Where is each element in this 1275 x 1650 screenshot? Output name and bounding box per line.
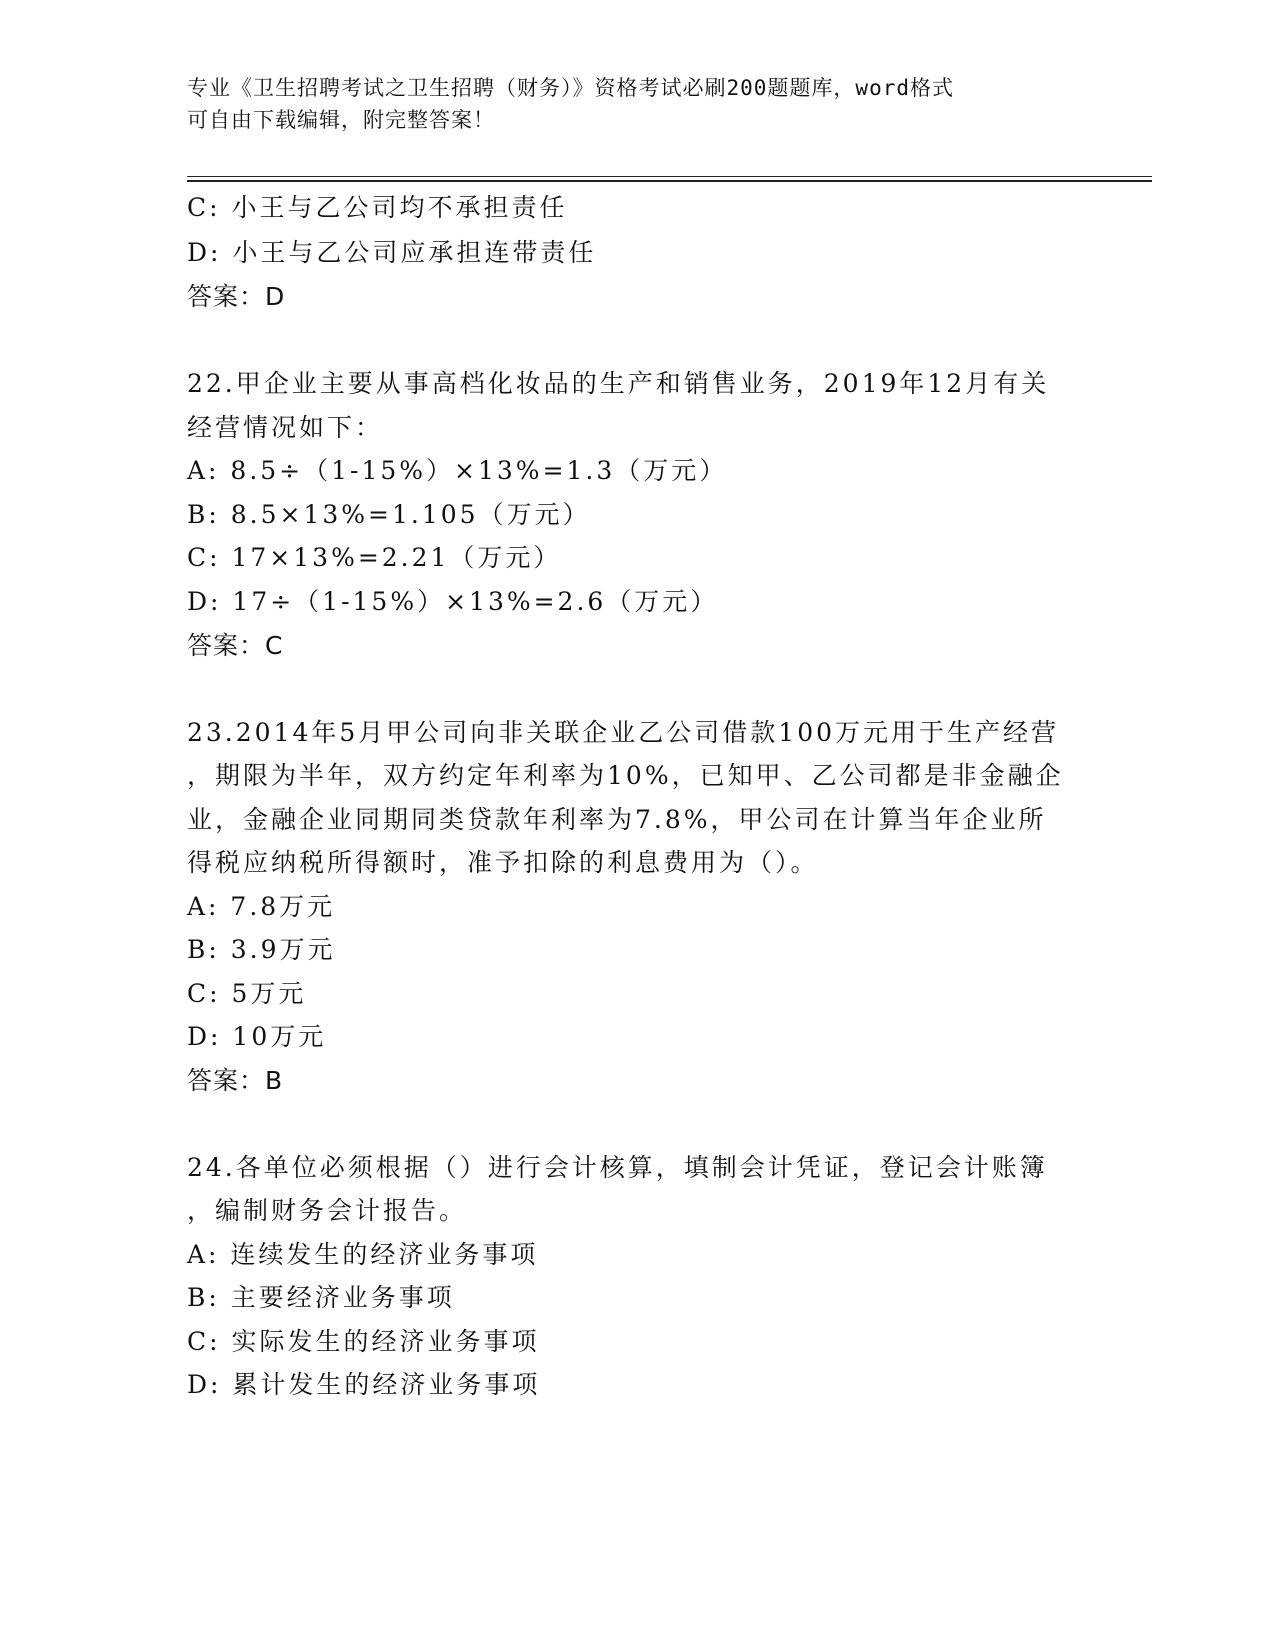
q22-stem-line-2: 经营情况如下： <box>187 413 384 442</box>
q24-stem-line-2: ，编制财务会计报告。 <box>187 1196 468 1225</box>
q24-option-a: A: 连续发生的经济业务事项 <box>187 1240 539 1269</box>
document-header <box>187 72 1087 136</box>
q22-option-b: B: 8.5×13%=1.105（万元） <box>187 500 591 529</box>
q23-stem-line-1: 23.2014年5月甲公司向非关联企业乙公司借款100万元用于生产经营 <box>187 718 1060 747</box>
q23-stem-line-3: 业，金融企业同期同类贷款年利率为7.8%，甲公司在计算当年企业所 <box>187 805 1047 834</box>
q23-option-b: B: 3.9万元 <box>187 935 336 964</box>
q24-option-d: D: 累计发生的经济业务事项 <box>187 1370 541 1399</box>
q22-answer: 答案：C <box>187 631 284 660</box>
q23-option-d: D: 10万元 <box>187 1022 327 1051</box>
q22-stem-line-1: 22.甲企业主要从事高档化妆品的生产和销售业务，2019年12月有关 <box>187 369 1050 398</box>
q22-option-c: C: 17×13%=2.21（万元） <box>187 543 562 572</box>
q21-option-c: C: 小王与乙公司均不承担责任 <box>187 193 568 222</box>
header-divider <box>187 176 1152 182</box>
q21-option-d: D: 小王与乙公司应承担连带责任 <box>187 238 597 267</box>
q23-stem-line-2: ，期限为半年，双方约定年利率为10%，已知甲、乙公司都是非金融企 <box>187 761 1064 790</box>
q22-option-d: D: 17÷（1-15%）×13%=2.6（万元） <box>187 587 719 616</box>
q23-option-a: A: 7.8万元 <box>187 892 336 921</box>
q24-stem-line-1: 24.各单位必须根据（）进行会计核算，填制会计凭证，登记会计账簿 <box>187 1153 1048 1182</box>
header-title-line-2: 可自由下载编辑，附完整答案！ <box>187 108 495 132</box>
q24-option-b: B: 主要经济业务事项 <box>187 1283 455 1312</box>
header-title-line-1: 专业《卫生招聘考试之卫生招聘（财务）》资格考试必刷200题题库，word格式 <box>187 76 954 100</box>
q23-option-c: C: 5万元 <box>187 979 307 1008</box>
q21-answer: 答案：D <box>187 282 286 311</box>
q23-stem-line-4: 得税应纳税所得额时，准予扣除的利息费用为（）。 <box>187 848 819 877</box>
q23-answer: 答案：B <box>187 1066 284 1095</box>
q24-option-c: C: 实际发生的经济业务事项 <box>187 1327 540 1356</box>
q22-option-a: A: 8.5÷（1-15%）×13%=1.3（万元） <box>187 456 728 485</box>
